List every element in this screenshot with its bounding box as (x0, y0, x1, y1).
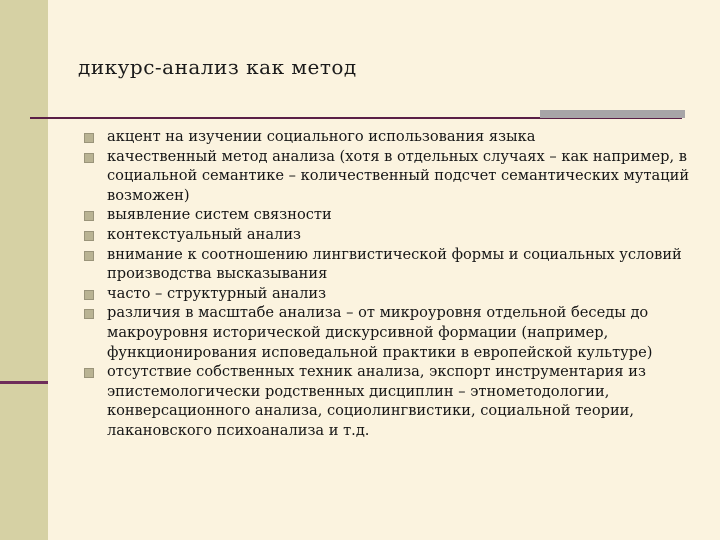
square-bullet-icon (84, 211, 94, 221)
square-bullet-icon (84, 231, 94, 241)
list-item-text: отсутствие собственных техник анализа, экспорт инструментария из эпистемологически родственных дисциплин – этнометодологии, конверсационного анализа, социолингвистики, социальной теории, лакановского психоанализа и т.д. (107, 363, 646, 439)
list-item (82, 362, 702, 440)
list-item-text: акцент на изучении социального использования языка (107, 128, 536, 145)
slide-title: дикурс-анализ как метод (78, 55, 357, 79)
square-bullet-icon (84, 309, 94, 319)
list-item (82, 127, 702, 147)
square-bullet-icon (84, 251, 94, 261)
list-item (82, 225, 702, 245)
square-bullet-icon (84, 290, 94, 300)
list-item-text: различия в масштабе анализа – от микроуровня отдельной беседы до макроуровня исторической дискурсивной формации (например, функционирования исповедальной практики в европейской культуре) (107, 304, 653, 361)
list-item-text: качественный метод анализа (хотя в отдельных случаях – как например, в социальной семантике – количественный подсчет семантических мутаций возможен) (107, 147, 690, 204)
list-item (82, 245, 702, 284)
list-item (82, 303, 702, 362)
list-item-text: внимание к соотношению лингвистической формы и социальных условий производства высказывания (107, 245, 682, 283)
left-decorative-band (0, 0, 48, 540)
list-item (82, 205, 702, 225)
list-item-text: контекстуальный анализ (107, 225, 302, 243)
square-bullet-icon (84, 133, 94, 143)
list-item (82, 147, 702, 206)
list-item (82, 284, 702, 304)
square-bullet-icon (84, 368, 94, 378)
title-decorative-block (540, 110, 685, 118)
left-band-accent-line (0, 381, 48, 384)
square-bullet-icon (84, 153, 94, 163)
list-item-text: выявление систем связности (107, 206, 332, 224)
list-item-text: часто – структурный анализ (107, 284, 327, 302)
bullet-list (82, 127, 702, 441)
